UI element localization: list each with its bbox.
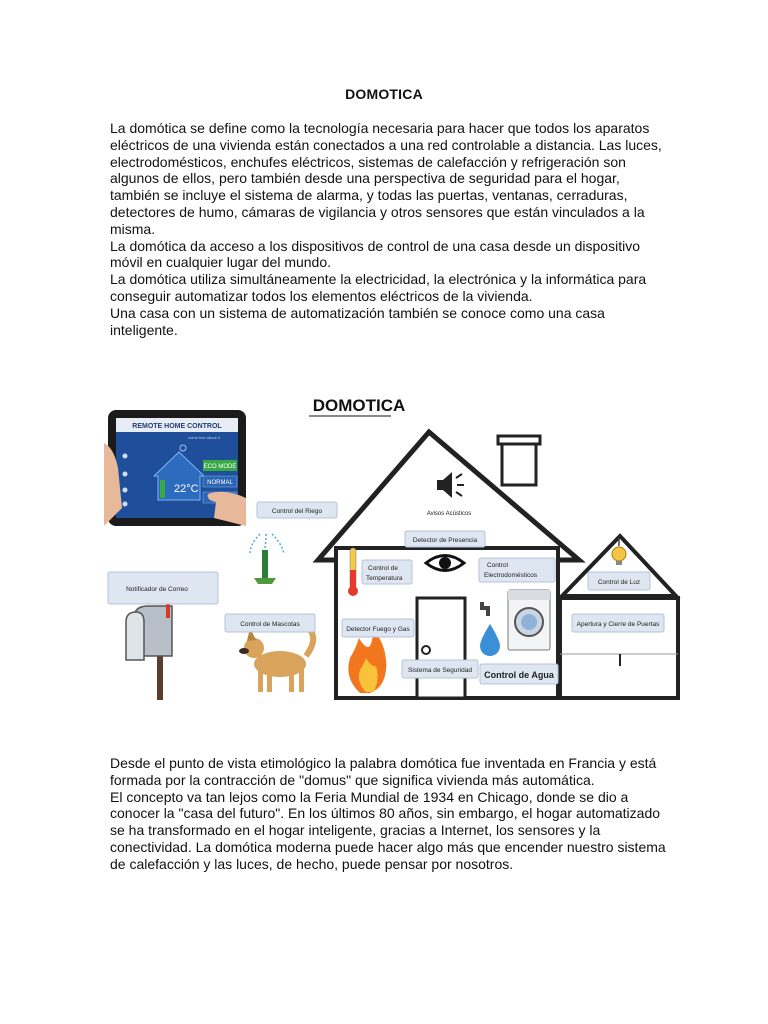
garage-body	[560, 598, 678, 698]
label-sistema-seguridad	[402, 660, 478, 678]
tablet-eco-mode: ECO MODE	[203, 464, 237, 470]
label-apertura-cierre-puertas	[572, 614, 664, 632]
tablet-title: REMOTE HOME CONTROL	[132, 423, 222, 430]
washing-machine-icon	[508, 590, 550, 650]
door-knob	[422, 646, 430, 654]
label-control-mascotas	[225, 614, 315, 632]
tablet-remote-control	[104, 410, 246, 526]
svg-text:Control del Riego: Control del Riego	[271, 508, 323, 515]
tablet-normal-mode: NORMAL	[207, 480, 233, 486]
chimney	[502, 440, 536, 485]
svg-text:Control de: Control de	[368, 565, 398, 572]
mailbox-icon	[126, 598, 172, 700]
svg-text:Control de Agua: Control de Agua	[484, 670, 554, 680]
svg-text:Detector de Presencia: Detector de Presencia	[412, 537, 478, 544]
svg-text:Notificador de Correo: Notificador de Correo	[126, 586, 188, 593]
intro-paragraph-2: La domótica da acceso a los dispositivos de control de una casa desde un dispositivo móvil en cualquier lugar del mundo.	[110, 237, 640, 271]
intro-paragraph-1: La domótica se define como la tecnología necesaria para hacer que todos los aparatos eléctricos de una vivienda están conectados a una red controlable a distancia. Las luces, electrodomésticos, enchufes eléctricos, sistemas de calefacción y refrigeración son algunos de ellos, pero también desde una perspectiva de seguridad para el hogar, también se incluye el sistema de alarma, y todas las puertas, ventanas, cerraduras, detectores de humo, cámaras de vigilancia y otros sensores que están vinculados a la misma.	[110, 120, 662, 237]
dog-icon	[239, 628, 313, 692]
label-control-temperatura	[362, 560, 412, 584]
label-control-luz	[588, 572, 650, 590]
eye-icon	[426, 556, 464, 571]
svg-text:Detector Fuego y Gas: Detector Fuego y Gas	[346, 626, 410, 633]
outro-text	[110, 755, 670, 873]
intro-paragraph-4: Una casa con un sistema de automatización también se conoce como una casa inteligente.	[110, 304, 605, 338]
label-control-electrodomesticos	[479, 558, 555, 582]
svg-text:Sistema de Seguridad: Sistema de Seguridad	[408, 667, 472, 674]
domotica-infographic	[104, 388, 686, 708]
svg-text:Apertura y Cierre de Puertas: Apertura y Cierre de Puertas	[576, 621, 660, 628]
tablet-level-bar	[160, 480, 165, 498]
document-title: DOMOTICA	[345, 86, 423, 102]
intro-paragraph-3: La domótica utiliza simultáneamente la electricidad, la electrónica y la informática para conseguir automatizar todos los elementos eléctricos de la vivienda.	[110, 271, 647, 304]
figure-heading: DOMOTICA	[312, 396, 406, 415]
label-avisos-acusticos	[427, 511, 472, 517]
label-detector-fuego-gas	[342, 619, 414, 637]
label-notificador-correo	[108, 572, 218, 604]
tablet-subtitle: some text about it	[188, 435, 220, 440]
outro-paragraph-1: Desde el punto de vista etimológico la palabra domótica fue inventada en Francia y está formada por la contracción de "domus" que significa vivienda más automática.	[110, 755, 657, 788]
svg-text:Temperatura: Temperatura	[366, 575, 403, 582]
svg-text:Avisos Acústicos: Avisos Acústicos	[426, 511, 472, 517]
sprinkler-icon	[250, 534, 284, 584]
label-detector-presencia	[405, 531, 485, 547]
svg-text:Control de Mascotas: Control de Mascotas	[240, 621, 300, 628]
outro-paragraph-2: El concepto va tan lejos como la Feria Mundial de 1934 en Chicago, donde se dio a conocer la "casa del futuro". En los últimos 80 años, sin embargo, el hogar automatizado se ha transformado en el hogar inteligente, gracias a Internet, los sensores y la conectividad. La domótica moderna puede hacer algo más que encender nuestro sistema de calefacción y las luces, de hecho, puede pensar por nosotros.	[110, 788, 666, 872]
label-control-riego	[257, 502, 337, 518]
svg-text:Electrodomésticos: Electrodomésticos	[484, 572, 538, 579]
svg-text:Control: Control	[487, 562, 508, 569]
tablet-temperature: 22°C	[174, 483, 199, 495]
svg-text:Control de Luz: Control de Luz	[597, 579, 641, 586]
label-control-agua	[480, 664, 558, 684]
intro-text	[110, 120, 670, 338]
